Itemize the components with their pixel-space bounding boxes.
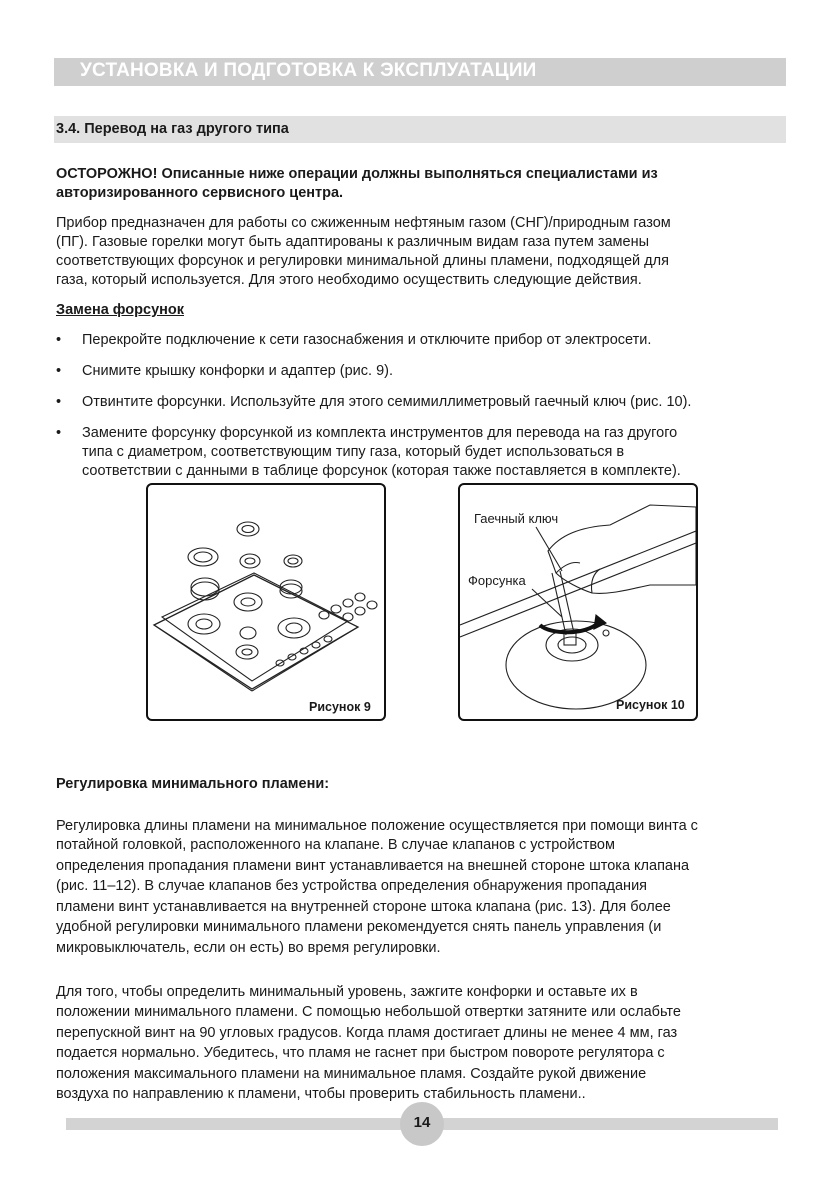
page-header-title: УСТАНОВКА И ПОДГОТОВКА К ЭКСПЛУАТАЦИИ: [80, 60, 537, 81]
bullet-4: •: [56, 425, 62, 441]
list-item-4-line-3: соответствии с данными в таблице форсунок (которая также поставляется в комплекте).: [82, 463, 681, 479]
section-title: 3.4. Перевод на газ другого типа: [56, 121, 289, 137]
min-flame-p2-line-1: Для того, чтобы определить минимальный уровень, зажгите конфорки и оставьте их в: [56, 984, 638, 1000]
bullet-3: •: [56, 394, 62, 410]
min-flame-p1-line-4: (рис. 11–12). В случае клапанов без устройства определения обнаружения пропадания: [56, 878, 648, 894]
intro-line-2: (ПГ). Газовые горелки могут быть адаптированы к различным видам газа путем замены: [56, 234, 649, 250]
figure-10-caption: Рисунок 10: [616, 698, 685, 712]
intro-line-1: Прибор предназначен для работы со сжиженным нефтяным газом (СНГ)/природным газом: [56, 215, 671, 231]
hob-diagram-illustration: [148, 485, 384, 719]
list-item-1: Перекройте подключение к сети газоснабжения и отключите прибор от электросети.: [82, 332, 652, 348]
min-flame-p1-line-3: определения пропадания пламени винт устанавливается на внешней стороне штока клапана: [56, 858, 690, 874]
list-item-4-line-1: Замените форсунку форсункой из комплекта инструментов для перевода на газ другого: [82, 425, 678, 441]
min-flame-p1-line-5: пламени винт устанавливается на внутренней стороне штока клапана (рис. 13). Для более: [56, 899, 671, 915]
wrench-label: Гаечный ключ: [474, 511, 559, 526]
min-flame-p1-line-7: микровыключатель, если он есть) во время регулировки.: [56, 940, 441, 956]
intro-line-4: газа, который используется. Для этого необходимо осуществить следующие действия.: [56, 272, 642, 288]
min-flame-p1-line-1: Регулировка длины пламени на минимальное положение осуществляется при помощи винта с: [56, 818, 698, 834]
bullet-1: •: [56, 332, 62, 348]
nozzle-label: Форсунка: [468, 573, 526, 588]
min-flame-p2-line-4: подается нормально. Убедитесь, что пламя не гаснет при быстром повороте регулятора с: [56, 1045, 665, 1061]
min-flame-p2-line-3: перепускной винт на 90 угловых градусов. Когда пламя достигает длины не менее 4 мм, газ: [56, 1025, 678, 1041]
min-flame-heading: Регулировка минимального пламени:: [56, 776, 330, 792]
list-item-3: Отвинтите форсунки. Используйте для этого семимиллиметровый гаечный ключ (рис. 10).: [82, 394, 692, 410]
list-item-2: Снимите крышку конфорки и адаптер (рис. 9).: [82, 363, 393, 379]
bullet-2: •: [56, 363, 62, 379]
min-flame-p2-line-5: положения максимального пламени на минимальное пламя. Создайте рукой движение: [56, 1066, 647, 1082]
warning-line-1: ОСТОРОЖНО! Описанные ниже операции должны выполняться специалистами из: [56, 166, 658, 182]
list-item-4-line-2: типа с диаметром, соответствующим типу газа, который будет использоваться в: [82, 444, 625, 460]
warning-line-2: авторизированного сервисного центра.: [56, 185, 344, 201]
nozzles-heading: Замена форсунок: [56, 302, 185, 318]
min-flame-p2-line-2: положении минимального пламени. С помощью небольшой отвертки затяните или ослабьте: [56, 1004, 681, 1020]
figure-9: [146, 483, 386, 721]
min-flame-p1-line-6: удобной регулировки минимального пламени рекомендуется снять панель управления (и: [56, 919, 662, 935]
min-flame-p2-line-6: воздуха по направлению к пламени, чтобы проверить стабильность пламени..: [56, 1086, 586, 1102]
figure-9-caption: Рисунок 9: [309, 700, 371, 714]
min-flame-p1-line-2: потайной головкой, расположенного на клапане. В случае клапанов с устройством: [56, 837, 615, 853]
page-number: 14: [413, 1114, 431, 1131]
intro-line-3: соответствующих форсунок и регулировки минимальной длины пламени, подходящей для: [56, 253, 669, 269]
